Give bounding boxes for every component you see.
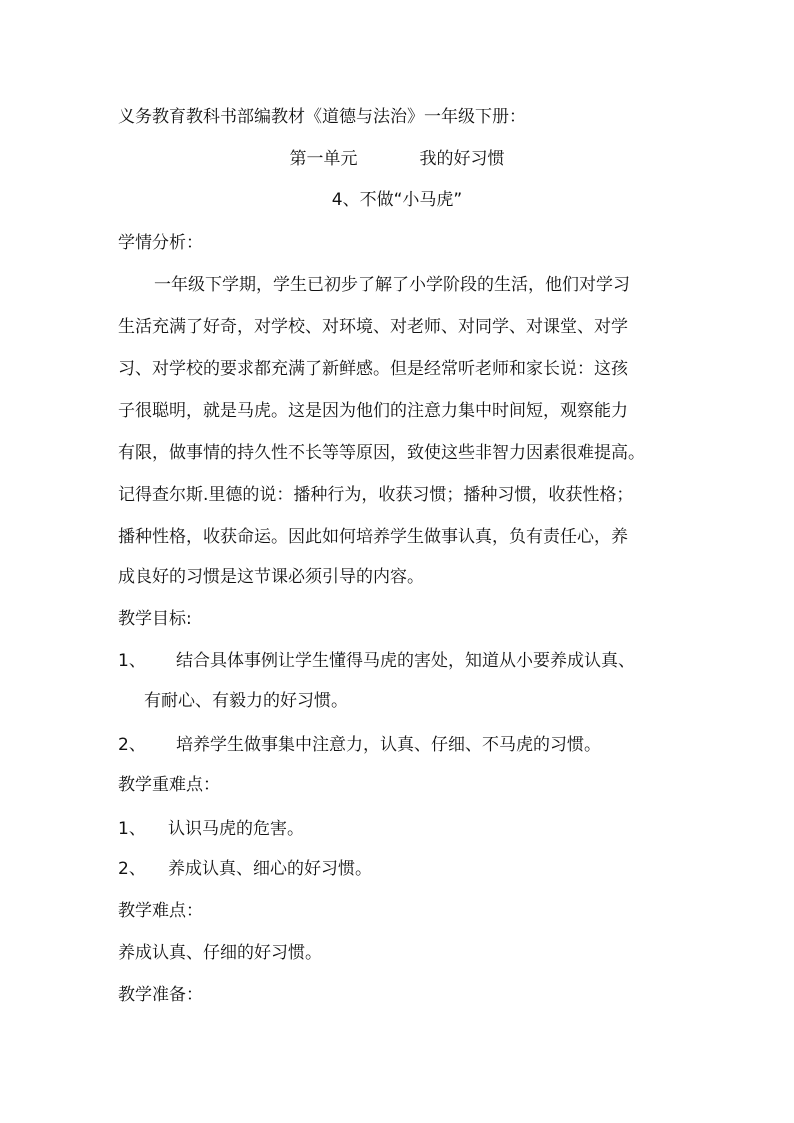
goal-text: 结合具体事例让学生懂得马虎的害处，知道从小要养成认真、 (176, 651, 635, 671)
analysis-line: 一年级下学期，学生已初步了解了小学阶段的生活，他们对学习 (154, 275, 630, 295)
analysis-line: 播种性格，收获命运。因此如何培养学生做事认真，负有责任心，养 (118, 527, 628, 547)
goal-item (118, 650, 635, 672)
difficulty-heading: 教学难点： (118, 901, 203, 921)
unit-label: 第一单元 (289, 149, 358, 169)
key-point-item (118, 858, 372, 880)
analysis-line: 生活充满了好奇，对学校、对环境、对老师、对同学、对课堂、对学 (118, 317, 628, 337)
analysis-line: 子很聪明，就是马虎。这是因为他们的注意力集中时间短，观察能力 (118, 401, 628, 421)
key-point-text: 认识马虎的危害。 (168, 819, 304, 839)
key-point-text: 养成认真、细心的好习惯。 (168, 859, 372, 879)
analysis-line: 有限，做事情的持久性不长等等原因，致使这些非智力因素很难提高。 (118, 443, 645, 463)
key-point-item (118, 818, 304, 840)
analysis-line: 习、对学校的要求都充满了新鲜感。但是经常听老师和家长说：这孩 (118, 359, 628, 379)
analysis-line: 记得查尔斯.里德的说：播种行为，收获习惯；播种习惯，收获性格； (118, 485, 634, 505)
goals-heading: 教学目标: (118, 609, 192, 629)
goal-text: 培养学生做事集中注意力，认真、仔细、不马虎的习惯。 (176, 735, 601, 755)
key-points-heading: 教学重难点： (118, 775, 220, 795)
textbook-line: 义务教育教科书部编教材《道德与法治》一年级下册： (118, 107, 526, 127)
goal-item (118, 734, 601, 756)
preparation-heading: 教学准备： (118, 985, 203, 1005)
lesson-title: 4、不做“小马虎” (331, 190, 463, 210)
key-point-number: 2、 (118, 859, 146, 879)
goal-number: 2、 (118, 735, 146, 755)
analysis-heading: 学情分析： (118, 233, 203, 253)
goal-number: 1、 (118, 651, 146, 671)
key-point-number: 1、 (118, 819, 146, 839)
unit-title (0, 148, 794, 170)
goal-continuation: 有耐心、有毅力的好习惯。 (144, 691, 348, 711)
unit-name: 我的好习惯 (419, 149, 505, 169)
analysis-line: 成良好的习惯是这节课必须引导的内容。 (118, 567, 424, 587)
difficulty-text: 养成认真、仔细的好习惯。 (118, 943, 322, 963)
